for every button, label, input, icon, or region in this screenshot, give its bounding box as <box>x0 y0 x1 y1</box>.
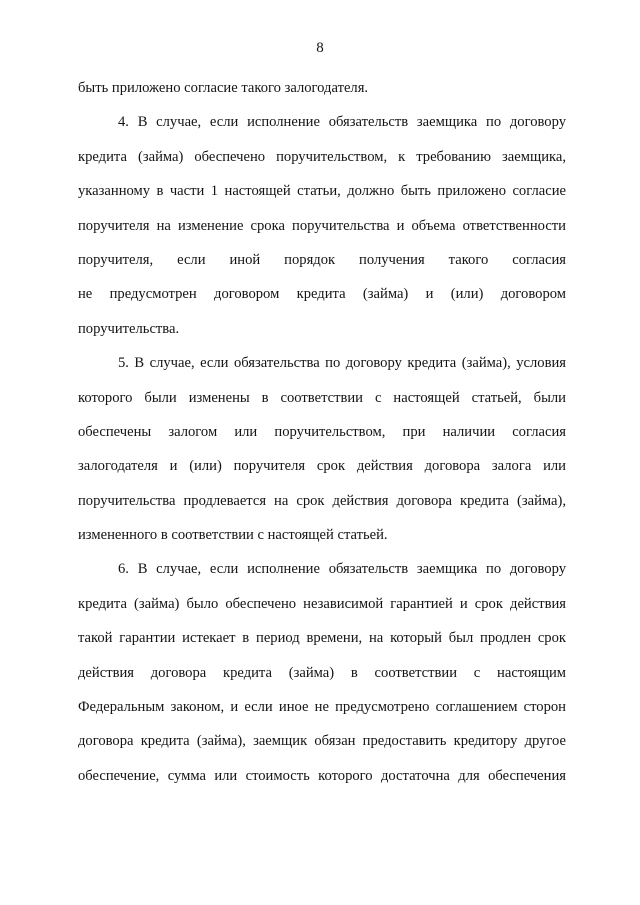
text-line: кредита (займа) обеспечено поручительством, к требованию заемщика, <box>78 148 566 165</box>
text-line: обеспечены залогом или поручительством, при наличии согласия <box>78 423 566 440</box>
text-line: залогодателя и (или) поручителя срок действия договора залога или <box>78 458 566 475</box>
text-line: обеспечение, сумма или стоимость которого достаточна для обеспечения <box>78 767 566 784</box>
text-line: поручительства продлевается на срок действия договора кредита (займа), <box>78 492 566 509</box>
text-line: действия договора кредита (займа) в соответствии с настоящим <box>78 664 566 681</box>
text-line: кредита (займа) было обеспечено независимой гарантией и срок действия <box>78 595 566 612</box>
text-line: Федеральным законом, и если иное не предусмотрено соглашением сторон <box>78 699 566 716</box>
page-number: 8 <box>316 40 324 56</box>
paragraph-4-first-line: 4. В случае, если исполнение обязательств заемщика по договору <box>118 114 566 131</box>
text-line: договора кредита (займа), заемщик обязан предоставить кредитору другое <box>78 733 566 750</box>
text-line: указанному в части 1 настоящей статьи, должно быть приложено согласие <box>78 183 566 200</box>
text-line: поручительства. <box>78 320 180 337</box>
text-line: быть приложено согласие такого залогодателя. <box>78 80 369 96</box>
paragraph-5-first-line: 5. В случае, если обязательства по договору кредита (займа), условия <box>118 355 566 372</box>
document-body <box>78 71 566 793</box>
text-line: такой гарантии истекает в период времени, на который был продлен срок <box>78 630 566 647</box>
paragraph-6-first-line: 6. В случае, если исполнение обязательств заемщика по договору <box>118 561 566 578</box>
text-line: не предусмотрен договором кредита (займа) и (или) договором <box>78 286 566 303</box>
text-line: поручителя на изменение срока поручительства и объема ответственности <box>78 217 566 234</box>
text-line: поручителя, если иной порядок получения такого согласия <box>78 251 566 268</box>
text-line: которого были изменены в соответствии с настоящей статьей, были <box>78 389 566 406</box>
text-line: измененного в соответствии с настоящей статьей. <box>78 527 388 544</box>
